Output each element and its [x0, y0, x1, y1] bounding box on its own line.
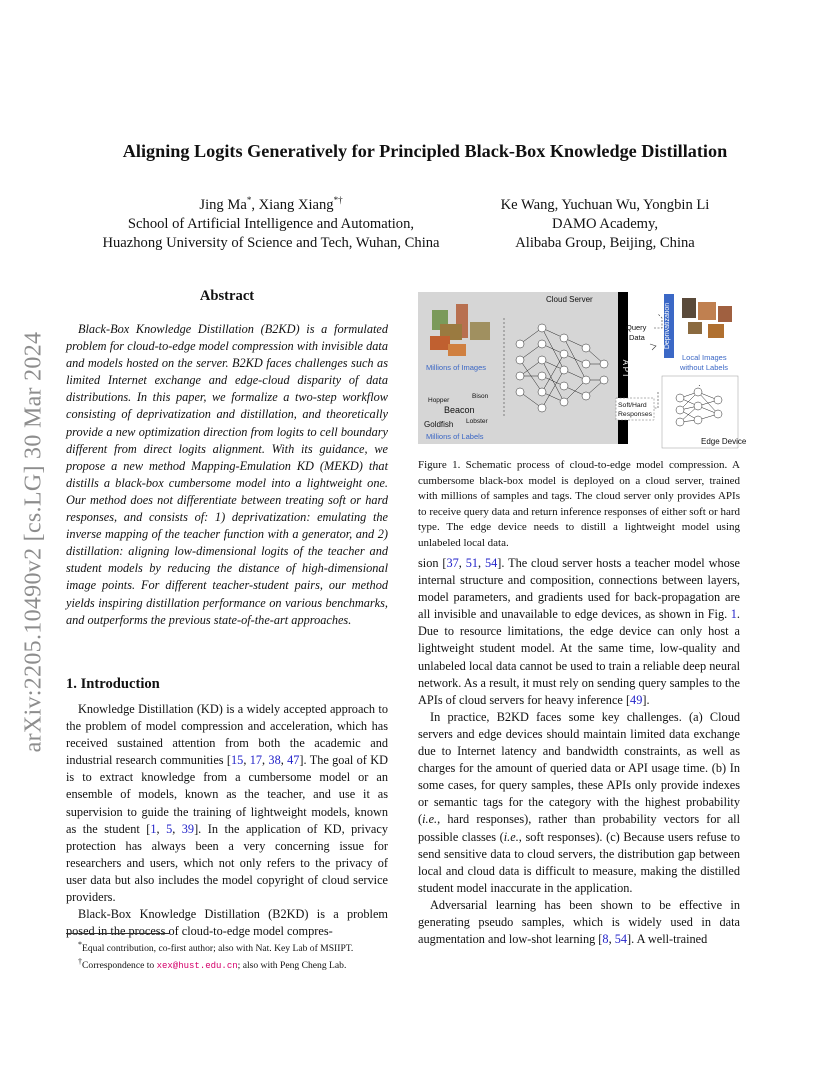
citation-link[interactable]: 5: [166, 821, 173, 836]
author-block-right: [478, 196, 732, 253]
figure-link[interactable]: 1: [730, 607, 737, 622]
footnote: *Equal contribution, co-first author; also with Nat. Key Lab of MSIIPT.: [78, 940, 354, 955]
millions-images-label: Millions of Images: [426, 363, 487, 372]
query-data-label: Query: [626, 323, 647, 332]
response-arrow: [654, 392, 658, 408]
abstract-heading: Abstract: [199, 288, 255, 304]
citation-link[interactable]: 1: [150, 821, 157, 836]
paragraph: sion [37, 51, 54]. The cloud server hosts a teacher model whose internal structure and composition, connections between layers, model parameters, and gradients used for back-propagation are all invisible and unavailable to edge devices, as shown in Fig. 1. Due to resource limitations, the edge device can only host a lightweight student model. At the same time, low-quality and unlabeled local data cannot be used to train a reliable deep neural network. As a result, it must rely on sending query samples to the APIs of cloud servers for heavy inference [49].: [418, 556, 741, 707]
tag-hopper: Hopper: [428, 397, 450, 404]
footnotes: [66, 938, 396, 973]
paragraph: In practice, B2KD faces some key challenges. (a) Cloud servers and edge devices should maintain limited data exchange due to Internet latency and bandwidth constraints, as well as charges for the amount of queried data or API usage time. (b) In some cases, for query samples, these APIs only provide indexes or semantic tags for the category with the highest probability (i.e., hard responses), rather than probability vectors for all possible classes (i.e., soft responses). (c) Because users refuse to send sensitive data to cloud servers, the distribution gap between local and cloud data is difficult to measure, making the distilled student model inaccurate in the application.: [418, 709, 741, 895]
author-names-right: Ke Wang, Yuchuan Wu, Yongbin Li: [500, 197, 710, 213]
query-arrow: [654, 314, 662, 328]
local-images-label: Local Images: [682, 353, 727, 362]
api-label: A P I: [621, 359, 630, 377]
edge-device-label: Edge Device: [701, 437, 747, 446]
tag-lobster: Lobster: [466, 418, 488, 425]
citation-link[interactable]: 15: [231, 753, 244, 768]
abstract-text: Black-Box Knowledge Distillation (B2KD) is a formulated problem for cloud-to-edge model compression with invisible data and models hosted on the server. B2KD faces challenges such as limited Internet exchange and edge-cloud disparity of data distributions. In this paper, we formalize a two-step workflow consisting of deprivatization and distillation, and theoretically provide a new optimization direction from logits to cell boundary different from direct logits alignment. With its guidance, we propose a new method Mapping-Emulation KD (MEKD) that distills a black-box cumbersome model into a lightweight one. Our method does not differentiate between treating soft or hard responses, and consists of: 1) deprivatization: emulating the inverse mapping of the teacher function with a generator, and 2) distillation: aligning low-dimensional logits of the teacher and student models by reducing the distance of high-dimensional image points. For different teacher-student pairs, our method yields inspiring distillation performance on various benchmarks, and outperforms the previous state-of-the-art approaches.: [66, 322, 388, 627]
tag-goldfish: Goldfish: [424, 420, 454, 429]
svg-text:without Labels: without Labels: [680, 363, 728, 372]
tag-bison: Bison: [472, 393, 489, 400]
citation-link[interactable]: 51: [465, 556, 479, 570]
arxiv-identifier: arXiv:2205.10490v2 [cs.LG] 30 Mar 2024: [20, 331, 47, 753]
millions-labels-label: Millions of Labels: [426, 432, 484, 441]
author-block-left: [66, 196, 476, 253]
query-arrow-head: [650, 344, 656, 350]
right-column-text: [418, 555, 740, 948]
paragraph: Black-Box Knowledge Distillation (B2KD) is a problem posed in the process of cloud-to-edge model compres-: [66, 907, 388, 939]
ellipsis-icon: ·: [698, 381, 701, 390]
affiliation-line: Huazhong University of Science and Tech, Wuhan, China: [102, 235, 440, 251]
citation-link[interactable]: 38: [268, 753, 281, 768]
citation-link[interactable]: 54: [484, 556, 498, 570]
citation-link[interactable]: 49: [630, 692, 643, 707]
figure-1-diagram: [418, 288, 747, 452]
paper-title: Aligning Logits Generatively for Principled Black-Box Knowledge Distillation: [122, 141, 728, 161]
citation-link[interactable]: 54: [614, 932, 628, 947]
author-names-left: Jing Ma*, Xiang Xiang*†: [199, 195, 343, 213]
affiliation-line: DAMO Academy,: [551, 216, 659, 232]
deprivatization-label: Deprivatization: [664, 302, 671, 350]
email-link[interactable]: xex@hust.edu.cn: [156, 961, 238, 972]
responses-label: Soft/Hard: [618, 402, 647, 409]
citation-link[interactable]: 8: [602, 932, 609, 947]
introduction-text: [66, 701, 388, 940]
affiliation-line: School of Artificial Intelligence and Automation,: [127, 216, 415, 232]
affiliation-line: Alibaba Group, Beijing, China: [515, 235, 695, 251]
tag-beacon: Beacon: [444, 405, 475, 415]
cloud-server-label: Cloud Server: [546, 295, 593, 304]
paragraph: Adversarial learning has been shown to be effective in generating pseudo samples, which is widely used in data augmentation and low-shot learning [8, 54]. A well-trained: [418, 897, 740, 947]
section-heading-introduction: 1. Introduction: [66, 676, 160, 692]
svg-text:Responses: Responses: [618, 411, 653, 418]
citation-link[interactable]: 47: [287, 753, 300, 768]
footnote-rule: [66, 933, 170, 934]
svg-text:Data: Data: [629, 333, 645, 342]
citation-link[interactable]: 39: [181, 821, 195, 836]
citation-link[interactable]: 17: [249, 753, 263, 768]
local-images-icon: [682, 298, 732, 338]
citation-link[interactable]: 37: [446, 556, 459, 570]
figure-1-caption: Figure 1. Schematic process of cloud-to-edge model compression. A cumbersome black-box model is deployed on a cloud server, trained with millions of samples and tags. The cloud server only provides APIs to receive query data and return inference responses of either soft or hard type. The edge device needs to distill a lightweight model using unlabeled local data.: [418, 459, 740, 549]
paragraph: Knowledge Distillation (KD) is a widely accepted approach to the problem of model compression and acceleration, which has received sustained attention from both the academic and industrial research communities [15, 17, 38, 47]. The goal of KD is to extract knowledge from a cumbersome model or an ensemble of models, known as the teacher, and use it as supervision to guide the training of lightweight models, known as the student [1, 5, 39]. In the application of KD, privacy protection has always been a very concerning issue for researchers and users, which not only refers to the privacy of user data but also includes the model copyright of cloud service providers.: [66, 702, 388, 905]
footnote: †Correspondence to xex@hust.edu.cn; also with Peng Cheng Lab.: [78, 957, 347, 972]
